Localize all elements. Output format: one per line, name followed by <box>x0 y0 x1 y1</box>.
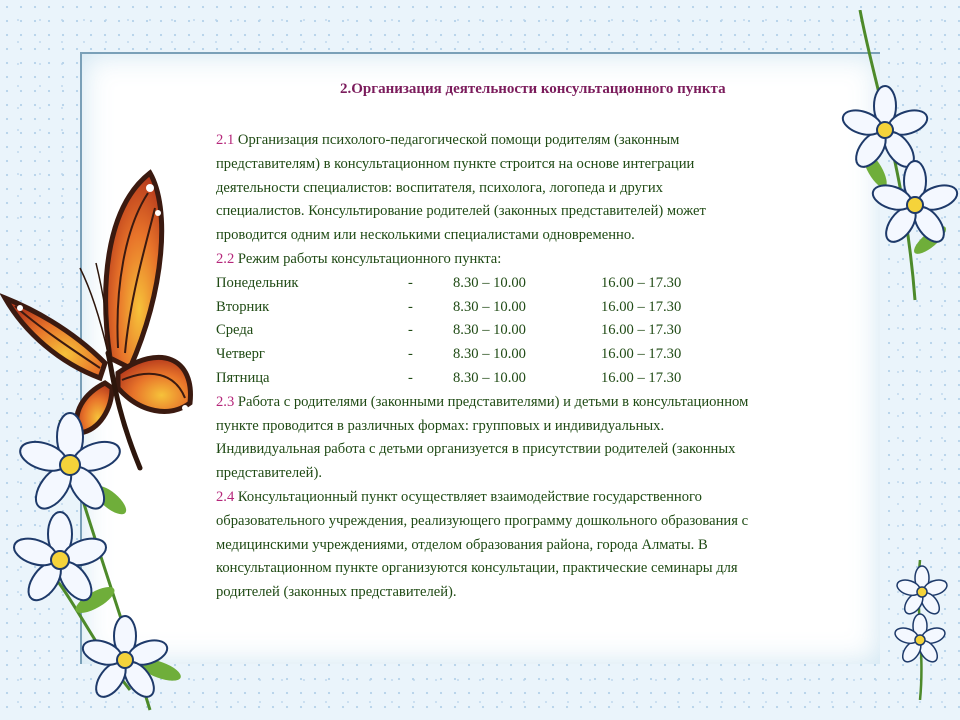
daisy-flower-icon <box>835 10 960 310</box>
schedule-row <box>216 319 856 343</box>
schedule-morning: 8.30 – 10.00 <box>453 346 526 363</box>
schedule-row <box>216 367 856 391</box>
section-2-3 <box>216 391 856 486</box>
daisy-flower-icon <box>880 560 960 700</box>
text-line: Индивидуальная работа с детьми организуется в присутствии родителей (законных <box>216 441 736 458</box>
schedule-day: Пятница <box>216 369 270 386</box>
schedule-day: Вторник <box>216 298 270 315</box>
schedule-morning: 8.30 – 10.00 <box>453 369 526 386</box>
section-number: 2.4 <box>216 488 235 505</box>
schedule-morning: 8.30 – 10.00 <box>453 322 526 339</box>
section-number: 2.3 <box>216 393 235 410</box>
text-line: Организация психолого-педагогической помощи родителям (законным <box>234 132 680 148</box>
text-line: медицинскими учреждениями, отделом образования района, города Алматы. В <box>216 536 708 553</box>
document-body <box>216 129 856 605</box>
section-number: 2.2 <box>216 250 235 267</box>
schedule-table <box>216 272 856 391</box>
text-line: специалистов. Консультирование родителей (законных представителей) может <box>216 203 706 220</box>
text-line: деятельности специалистов: воспитателя, психолога, логопеда и других <box>216 179 663 196</box>
text-line: Работа с родителями (законными представителями) и детьми в консультационном <box>234 393 749 410</box>
schedule-morning: 8.30 – 10.00 <box>453 298 526 315</box>
daisy-flower-icon <box>0 410 200 720</box>
text-line: пункте проводится в различных формах: групповых и индивидуальных. <box>216 417 665 434</box>
schedule-day: Понедельник <box>216 274 299 291</box>
text-line: образовательного учреждения, реализующего программу дошкольного образования с <box>216 512 749 529</box>
text-line: консультационном пункте организуются консультации, практические семинары для <box>216 560 738 577</box>
text-line: представителей). <box>216 465 322 482</box>
page-title: 2.Организация деятельности консультационного пункта <box>340 81 726 97</box>
schedule-morning: 8.30 – 10.00 <box>453 274 526 291</box>
schedule-evening: 16.00 – 17.30 <box>601 298 682 315</box>
text-line: проводится одним или несколькими специалистами одновременно. <box>216 227 635 244</box>
section-number: 2.1 <box>216 132 235 148</box>
text-line: Режим работы консультационного пункта: <box>234 250 502 267</box>
section-2-4 <box>216 486 856 605</box>
schedule-evening: 16.00 – 17.30 <box>601 369 682 386</box>
schedule-dash: - <box>408 369 413 386</box>
schedule-dash: - <box>408 274 413 291</box>
schedule-evening: 16.00 – 17.30 <box>601 346 682 363</box>
schedule-row <box>216 272 856 296</box>
schedule-day: Среда <box>216 322 254 339</box>
schedule-row <box>216 343 856 367</box>
section-2-2 <box>216 248 856 391</box>
schedule-dash: - <box>408 298 413 315</box>
text-line: родителей (законных представителей). <box>216 584 457 601</box>
schedule-dash: - <box>408 346 413 363</box>
text-line: Консультационный пункт осуществляет взаимодействие государственного <box>234 488 702 505</box>
section-2-1 <box>216 129 856 248</box>
text-line: представителям) в консультационном пункте строится на основе интеграции <box>216 155 695 172</box>
schedule-day: Четверг <box>216 346 265 363</box>
schedule-dash: - <box>408 322 413 339</box>
schedule-evening: 16.00 – 17.30 <box>601 322 682 339</box>
schedule-evening: 16.00 – 17.30 <box>601 274 682 291</box>
schedule-row <box>216 296 856 320</box>
